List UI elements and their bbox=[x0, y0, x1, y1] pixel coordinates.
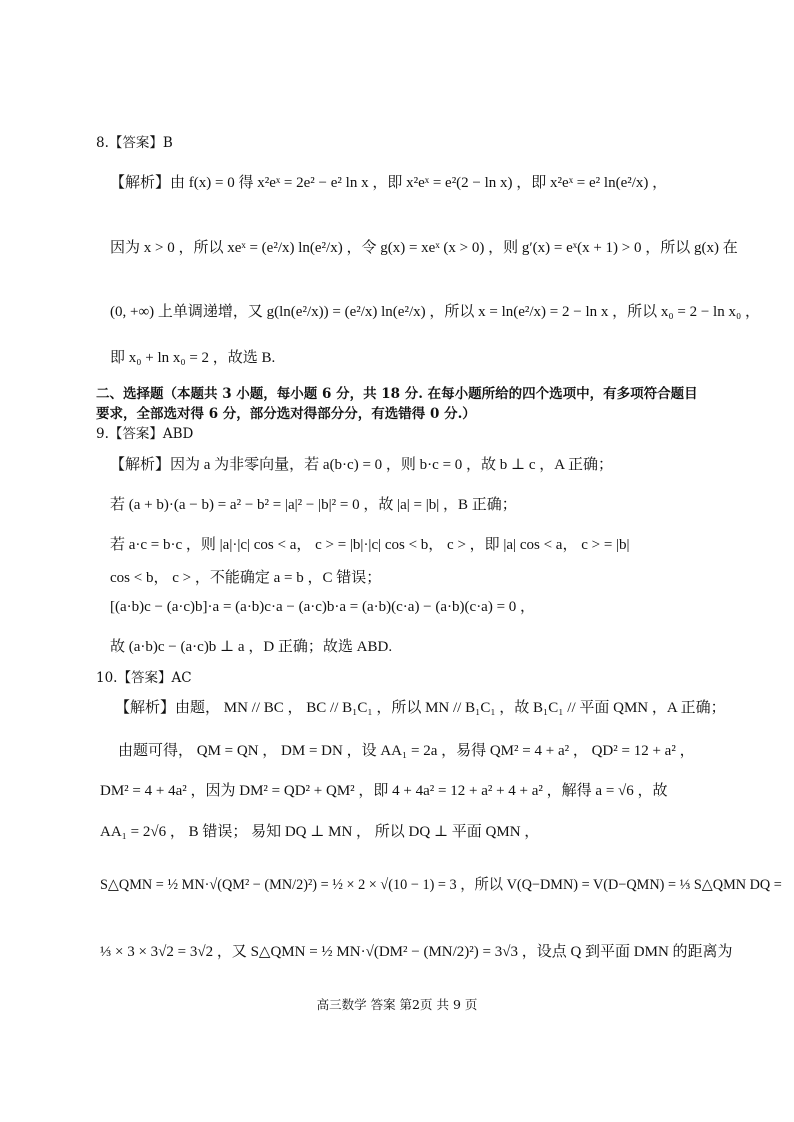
analysis-9-line-2: 若 (a + b)·(a − b) = a² − b² = |a|² − |b|² = 0 ，故 |a| = |b| ，B 正确； bbox=[110, 497, 517, 513]
analysis-8-line-1: 【解析】由 f(x) = 0 得 x²eˣ = 2e² − e² ln x ，即 x²eˣ = e²(2 − ln x) ，即 x²eˣ = e² ln(e²/x) ， bbox=[110, 175, 668, 191]
section-2-heading-line-2: 要求，全部选对得 6 分，部分选对得部分分，有选错得 0 分.） bbox=[96, 406, 476, 422]
analysis-8-line-4: 即 x₀ + ln x₀ = 2 ，故选 B. bbox=[110, 350, 276, 366]
analysis-9-line-4: cos < b， c > ，不能确定 a = b ，C 错误； bbox=[110, 570, 382, 586]
analysis-10-line-3: DM² = 4 + 4a² ，因为 DM² = QD² + QM² ，即 4 + 4a² = 12 + a² + 4 + a² ，解得 a = √6 ，故 bbox=[100, 783, 668, 799]
analysis-10-line-5: S△QMN = ½ MN·√(QM² − (MN/2)²) = ½ × 2 × √(10 − 1) = 3 ，所以 V(Q−DMN) = V(D−QMN) = ⅓ S△QMN DQ = bbox=[100, 877, 782, 893]
analysis-10-line-1: 【解析】由题， MN // BC ， BC // B₁C₁ ，所以 MN // B₁C₁ ，故 B₁C₁ // 平面 QMN ，A 正确； bbox=[115, 700, 726, 716]
analysis-10-line-2: 由题可得， QM = QN ， DM = DN ，设 AA₁ = 2a ，易得 QM² = 4 + a² ， QD² = 12 + a² ， bbox=[118, 743, 695, 759]
answer-10-title: 10.【答案】AC bbox=[96, 670, 192, 686]
analysis-8-line-2: 因为 x > 0 ，所以 xeˣ = (e²/x) ln(e²/x) ，令 g(x) = xeˣ (x > 0) ，则 g′(x) = eˣ(x + 1) > 0 ，所以 g(x) 在 bbox=[110, 240, 738, 256]
analysis-10-line-6: ⅓ × 3 × 3√2 = 3√2 ，又 S△QMN = ½ MN·√(DM² − (MN/2)²) = 3√3 ，设点 Q 到平面 DMN 的距离为 bbox=[100, 944, 733, 960]
analysis-9-line-1: 【解析】因为 a 为非零向量，若 a(b·c) = 0 ，则 b·c = 0 ，故 b ⊥ c ，A 正确； bbox=[110, 457, 614, 473]
analysis-9-line-3: 若 a·c = b·c ，则 |a|·|c| cos < a， c > = |b|·|c| cos < b， c > ，即 |a| cos < a， c > = |b| bbox=[110, 537, 630, 553]
analysis-10-line-4: AA₁ = 2√6 ， B 错误； 易知 DQ ⊥ MN ， 所以 DQ ⊥ 平面 QMN ， bbox=[100, 824, 540, 840]
answer-8-title: 8.【答案】B bbox=[96, 135, 173, 151]
analysis-9-line-5: [(a·b)c − (a·c)b]·a = (a·b)c·a − (a·c)b·a = (a·b)(c·a) − (a·b)(c·a) = 0 ， bbox=[110, 599, 536, 615]
analysis-9-line-6: 故 (a·b)c − (a·c)b ⊥ a ，D 正确；故选 ABD. bbox=[110, 639, 393, 655]
page-footer: 高三数学 答案 第2页 共 9 页 bbox=[316, 997, 478, 1012]
answer-9-title: 9.【答案】ABD bbox=[96, 426, 194, 442]
analysis-8-line-3: (0, +∞) 上单调递增，又 g(ln(e²/x)) = (e²/x) ln(e²/x) ，所以 x = ln(e²/x) = 2 − ln x ，所以 x₀ = 2 − ln x₀ ， bbox=[110, 304, 760, 320]
section-2-heading-line-1: 二、选择题（本题共 3 小题，每小题 6 分，共 18 分. 在每小题所给的四个选项中，有多项符合题目 bbox=[96, 386, 698, 402]
